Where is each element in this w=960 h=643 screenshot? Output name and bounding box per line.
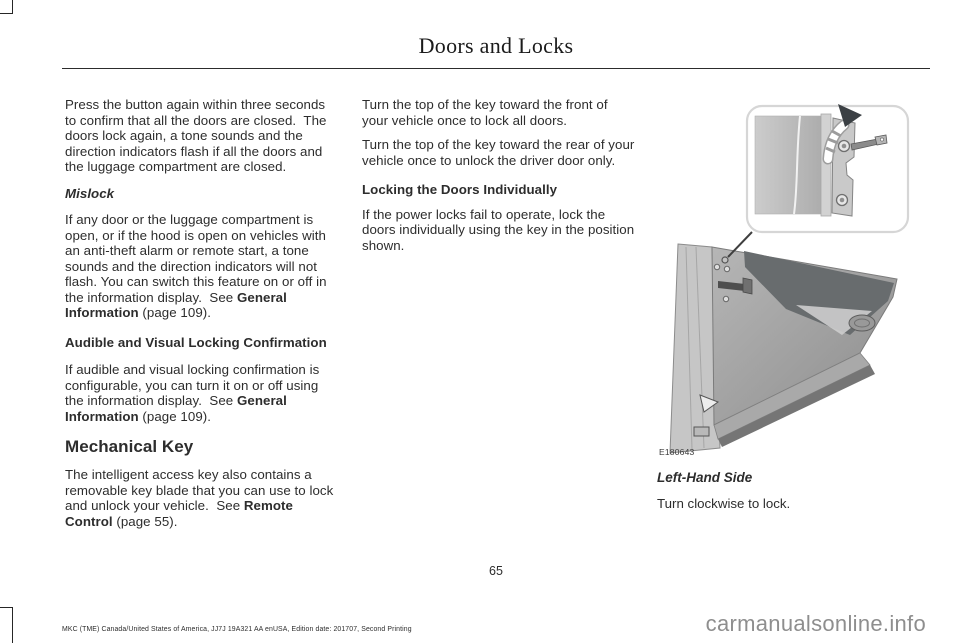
- figure-note: Turn clockwise to lock.: [657, 496, 791, 511]
- inset-detail: [747, 104, 908, 232]
- cross-ref-remote-control: Remote Control: [65, 498, 293, 529]
- page-number: 65: [489, 564, 503, 578]
- heading-mislock: Mislock: [65, 185, 115, 201]
- page-title: Doors and Locks: [418, 33, 574, 58]
- heading-locking-doors-individually: Locking the Doors Individually: [362, 182, 558, 197]
- text-segment: (page 109).: [138, 305, 211, 320]
- paragraph-press-button: Press the button again within three seconds to confirm that all the doors are closed. The doors lock again, a tone sounds and the direction indicators flash if all the doors and the luggage compartment are closed.: [65, 97, 327, 174]
- text-segment: If audible and visual locking confirmation is configurable, you can turn it on or off using the information display. See: [65, 362, 320, 408]
- column-left: [65, 97, 340, 529]
- crop-mark-top-left: [0, 0, 13, 14]
- text-segment: (page 55).: [112, 513, 178, 529]
- door-emblem: [849, 315, 875, 331]
- cross-ref-general-information: General Information: [65, 289, 287, 320]
- paragraph-mislock: [65, 212, 340, 321]
- figure-reference-label: E180643: [659, 447, 695, 457]
- text-segment: (page 109).: [138, 408, 211, 424]
- cross-ref-general-information: General Information: [65, 393, 287, 424]
- door-lock-illustration: [648, 95, 938, 460]
- header-rule: [62, 68, 930, 69]
- site-watermark: carmanualsonline.info: [705, 611, 926, 636]
- paragraph-confirmation: [65, 362, 340, 424]
- door-inner-panel: [712, 247, 897, 447]
- crop-mark-bottom-left: [0, 607, 13, 643]
- paragraph-mechanical-key: [65, 467, 340, 529]
- print-imprint: MKC (TME) Canada/United States of America, JJ7J 19A321 AA enUSA, Edition date: 201707, Second Printing: [62, 626, 412, 633]
- heading-mechanical-key: Mechanical Key: [65, 437, 194, 456]
- heading-audible-visual-confirmation: Audible and Visual Locking Confirmation: [65, 334, 327, 350]
- figure-caption: Left-Hand Side: [657, 470, 753, 485]
- text-segment: The intelligent access key also contains a removable key blade that you can use to lock and unlock your vehicle. See: [65, 467, 334, 513]
- paragraph-key-front: Turn the top of the key toward the front of your vehicle once to lock all doors.: [362, 97, 608, 128]
- paragraph-power-locks: If the power locks fail to operate, lock the doors individually using the key in the position shown.: [362, 206, 635, 253]
- paragraph-key-rear: Turn the top of the key toward the rear of your vehicle once to unlock the driver door only.: [362, 137, 635, 168]
- lock-cylinder-dot: [722, 257, 728, 263]
- text-segment: If any door or the luggage compartment is open, or if the hood is open on vehicles with an anti-theft alarm or remote start, a tone sounds and the direction indicators will not flash. You can switch this feature on or off in the information display. See: [65, 212, 327, 305]
- column-middle: [362, 97, 635, 253]
